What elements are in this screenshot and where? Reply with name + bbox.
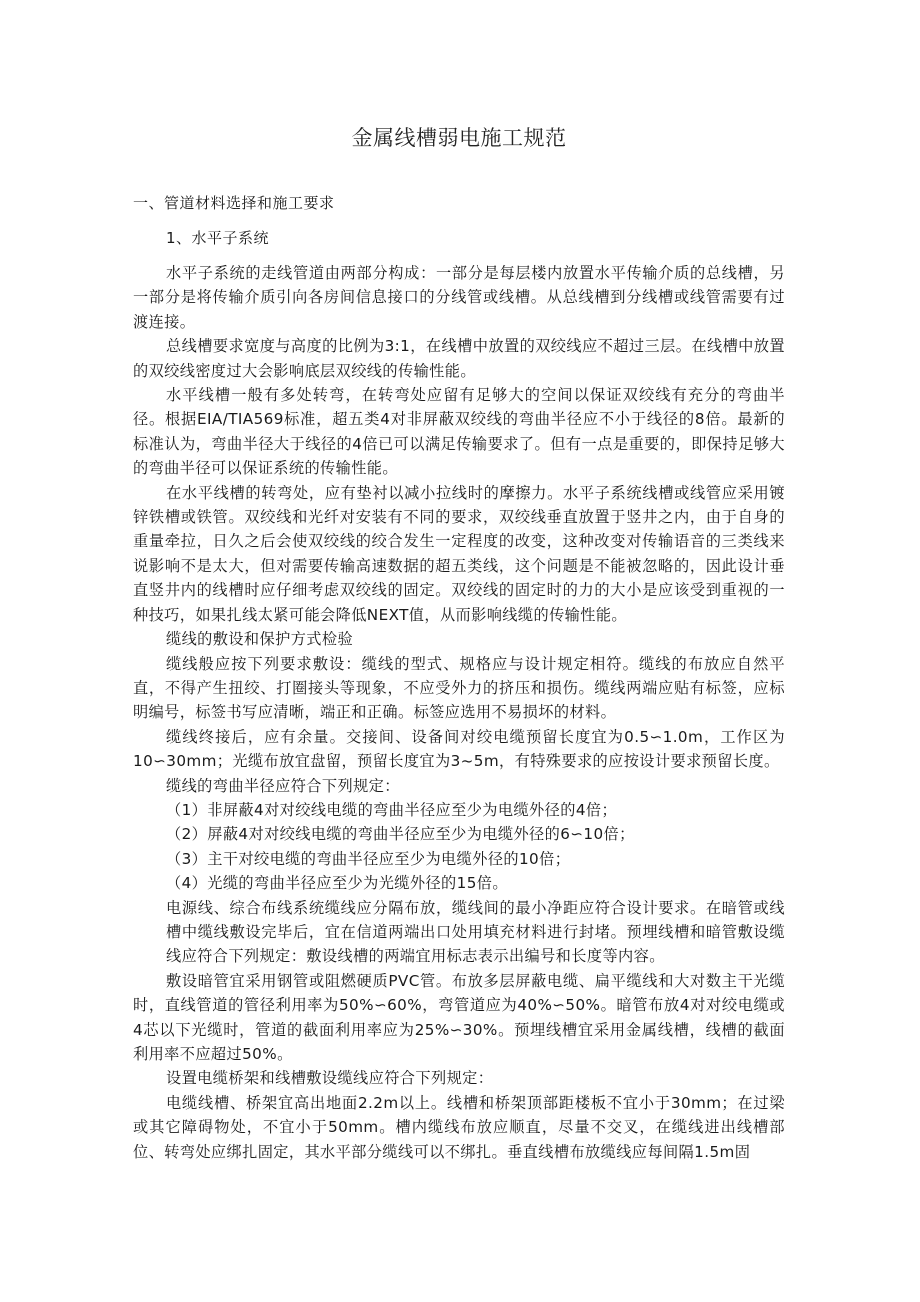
paragraph-concealed-conduit: 敷设暗管宜采用钢管或阻燃硬质PVC管。布放多层屏蔽电缆、扁平缆线和大对数主干光缆时，直线管道的管径利用率为50%∽60%，弯管道应为40%∽50%。暗管布放4对对绞电缆或4芯以下光缆时，管道的截面利用率应为25%∽30%。预埋线槽宜采用金属线槽，线槽的截面利用率不应超过50%。	[133, 971, 785, 1063]
paragraph-trough-turn-padding: 在水平线槽的转弯处，应有垫衬以减小拉线时的摩擦力。水平子系统线槽或线管应采用镀锌铁槽或铁管。双绞线和光纤对安装有不同的要求，双绞线垂直放置于竖井之内，由于自身的重量牵拉，日久之后会使双绞线的绞合发生一定程度的改变，这种改变对传输语音的三类线来说影响不是太大，但对需要传输高速数据的超五类线，这个问题是不能被忽略的，因此设计垂直竖井内的线槽时应仔细考虑双绞线的固定。双绞线的固定时的力的大小是应该受到重视的一种技巧，如果扎线太紧可能会降低NEXT值，从而影响线缆的传输性能。	[133, 483, 785, 624]
document-body	[133, 191, 785, 1164]
bend-radius-rule-1: （1）非屏蔽4对对绞线电缆的弯曲半径应至少为电缆外径的4倍；	[166, 800, 618, 819]
document-title: 金属线槽弱电施工规范	[351, 126, 567, 150]
heading-cable-laying-inspection: 缆线的敷设和保护方式检验	[166, 630, 354, 649]
paragraph-horizontal-conduit-composition: 水平子系统的走线管道由两部分构成：一部分是每层楼内放置水平传输介质的总线槽，另一部分是将传输介质引向各房间信息接口的分线管或线槽。从总线槽到分线槽或线管需要有过渡连接。	[133, 264, 785, 331]
paragraph-cable-tray-height: 电缆线槽、桥架宜高出地面2.2m以上。线槽和桥架顶部距楼板不宜小于30mm；在过梁或其它障碍物处，不宜小于50mm。槽内缆线布放应顺直，尽量不交叉，在缆线进出线槽部位、转弯处应绑扎固定，其水平部分缆线可以不绑扎。垂直线槽布放缆线应每间隔1.5m固	[133, 1093, 785, 1161]
bend-radius-rule-4: （4）光缆的弯曲半径应至少为光缆外径的15倍。	[166, 874, 508, 893]
paragraph-cable-slack: 缆线终接后，应有余量。交接间、设备间对绞电缆预留长度宜为0.5∽1.0m，工作区为10∽30mm；光缆布放宜盘留，预留长度宜为3~5m，有特殊要求的应按设计要求预留长度。	[133, 727, 785, 771]
section-heading-pipe-materials: 一、管道材料选择和施工要求	[133, 194, 335, 212]
subsection-heading-horizontal-subsystem: 1、水平子系统	[166, 229, 270, 247]
paragraph-trunk-trough-ratio: 总线槽要求宽度与高度的比例为3:1，在线槽中放置的双绞线应不超过三层。在线槽中放置的双绞线密度过大会影响底层双绞线的传输性能。	[133, 337, 785, 380]
paragraph-bend-radius-standard: 水平线槽一般有多处转弯，在转弯处应留有足够大的空间以保证双绞线有充分的弯曲半径。根据EIA/TIA569标准，超五类4对非屏蔽双绞线的弯曲半径应不小于线径的8倍。最新的标准认为，弯曲半径大于线径的4倍已可以满足传输要求了。但有一点是重要的，即保持足够大的弯曲半径可以保证系统的传输性能。	[133, 386, 785, 478]
paragraph-cable-laying-requirements: 缆线般应按下列要求敷设：缆线的型式、规格应与设计规定相符。缆线的布放应自然平直，不得产生扭绞、打圈接头等现象，不应受外力的挤压和损伤。缆线两端应贴有标签，应标明编号，标签书写应清晰，端正和正确。标签应选用不易损坏的材料。	[133, 654, 785, 722]
paragraph-bend-radius-intro: 缆线的弯曲半径应符合下列规定：	[166, 776, 400, 795]
bend-radius-rule-2: （2）屏蔽4对对绞线电缆的弯曲半径应至少为电缆外径的6∽10倍；	[166, 825, 635, 844]
bend-radius-rule-3: （3）主干对绞电缆的弯曲半径应至少为电缆外径的10倍；	[166, 849, 571, 868]
paragraph-cable-separation: 电源线、综合布线系统缆线应分隔布放，缆线间的最小净距应符合设计要求。在暗管或线槽中缆线敷设完毕后，宜在信道两端出口处用填充材料进行封堵。预埋线槽和暗管敷设缆线应符合下列规定：敷设线槽的两端宜用标志表示出编号和长度等内容。	[166, 898, 785, 966]
heading-cable-tray-rules: 设置电缆桥架和线槽敷设缆线应符合下列规定：	[166, 1069, 494, 1088]
